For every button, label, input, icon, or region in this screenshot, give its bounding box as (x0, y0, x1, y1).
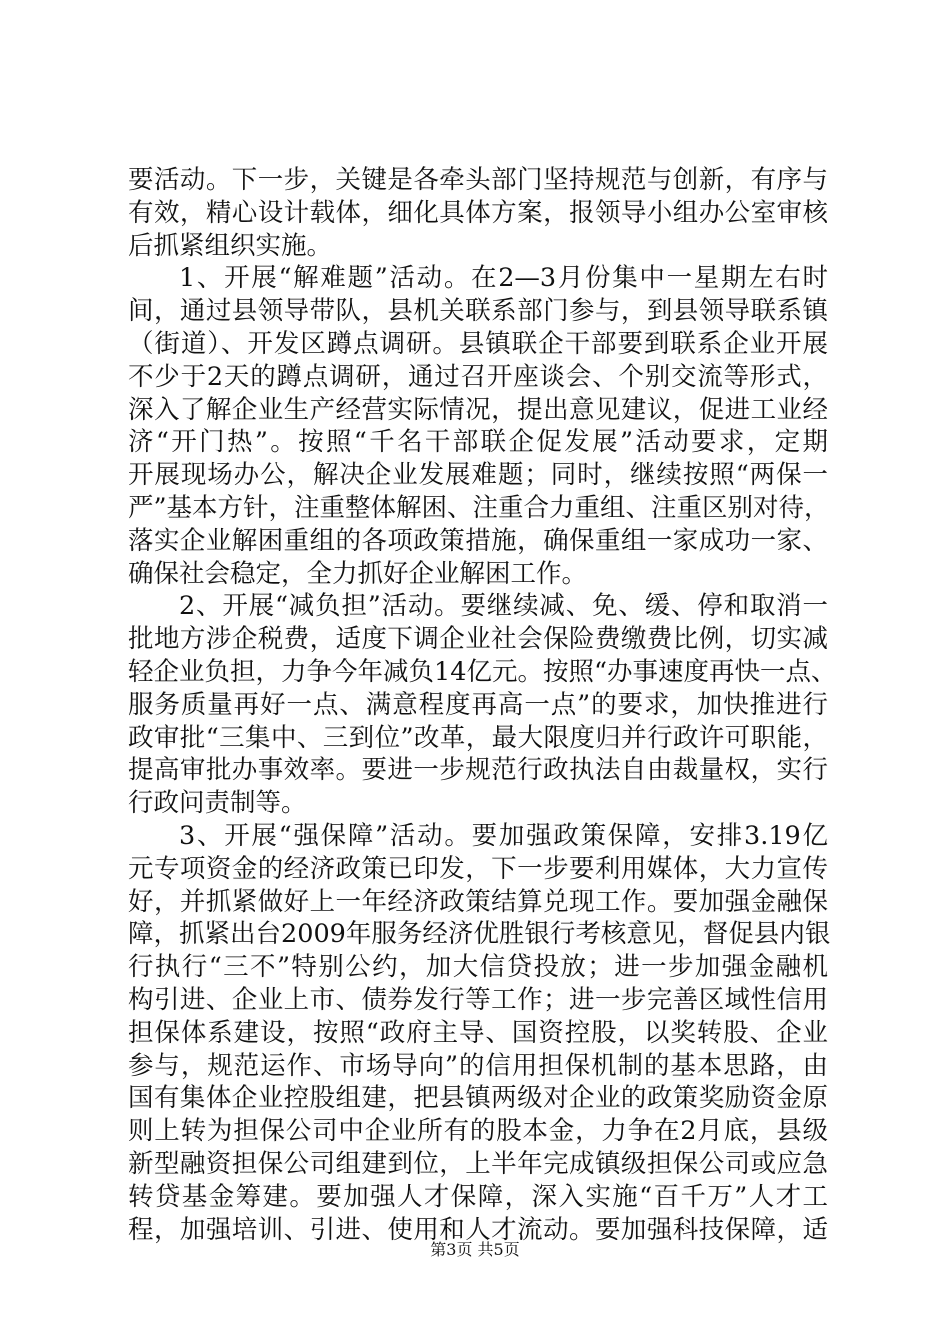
paragraph-start-line: 1、开展“解难题”活动。在2—3月份集中一星期左右时 (179, 263, 828, 294)
text-line: （街道）、开发区蹲点调研。县镇联企干部要到联系企业开展 (128, 328, 828, 359)
text-line: 落实企业解困重组的各项政策措施，确保重组一家成功一家、 (128, 525, 828, 556)
paragraph-start-line: 3、开展“强保障”活动。要加强政策保障，安排3.19亿 (179, 820, 828, 851)
text-line: 行执行“三不”特别公约，加大信贷投放；进一步加强金融机 (128, 952, 828, 983)
text-line: 参与，规范运作、市场导向”的信用担保机制的基本思路，由 (128, 1050, 828, 1081)
text-line: 有效，精心设计载体，细化具体方案，报领导小组办公室审核 (128, 197, 828, 228)
text-line: 济“开门热”。按照“千名干部联企促发展”活动要求，定期 (128, 427, 828, 458)
paragraph-start-line: 2、开展“减负担”活动。要继续减、免、缓、停和取消一 (179, 591, 828, 622)
text-line: 元专项资金的经济政策已印发，下一步要利用媒体，大力宣传 (128, 853, 828, 884)
text-line: 构引进、企业上市、债券发行等工作；进一步完善区域性信用 (128, 984, 828, 1015)
text-line: 批地方涉企税费，适度下调企业社会保险费缴费比例，切实减 (128, 624, 828, 655)
text-line: 则上转为担保公司中企业所有的股本金，力争在2月底，县级 (128, 1116, 828, 1147)
text-line: 障，抓紧出台2009年服务经济优胜银行考核意见，督促县内银 (128, 919, 831, 950)
text-line: 担保体系建设，按照“政府主导、国资控股，以奖转股、企业 (128, 1017, 828, 1048)
document-body (128, 164, 837, 1246)
text-line: 间，通过县领导带队，县机关联系部门参与，到县领导联系镇 (128, 296, 828, 327)
text-line: 不少于2天的蹲点调研，通过召开座谈会、个别交流等形式， (128, 361, 828, 392)
text-line: 开展现场办公，解决企业发展难题；同时，继续按照“两保一 (128, 460, 828, 491)
text-line: 深入了解企业生产经营实际情况，提出意见建议，促进工业经 (128, 394, 828, 425)
text-line: 转贷基金筹建。要加强人才保障，深入实施“百千万”人才工 (128, 1181, 828, 1212)
text-line: 服务质量再好一点、满意程度再高一点”的要求，加快推进行 (128, 689, 828, 720)
text-line: 提高审批办事效率。要进一步规范行政执法自由裁量权，实行 (128, 755, 828, 786)
text-line: 要活动。下一步，关键是各牵头部门坚持规范与创新，有序与 (128, 165, 828, 195)
text-line: 行政问责制等。 (128, 788, 307, 819)
page-number-footer: 第3页 共5页 (430, 1240, 520, 1259)
text-line: 好，并抓紧做好上一年经济政策结算兑现工作。要加强金融保 (128, 886, 828, 917)
text-line: 政审批“三集中、三到位”改革，最大限度归并行政许可职能， (128, 722, 828, 753)
text-line: 新型融资担保公司组建到位，上半年完成镇级担保公司或应急 (128, 1148, 828, 1179)
text-line: 国有集体企业控股组建，把县镇两级对企业的政策奖励资金原 (128, 1083, 828, 1114)
text-line: 轻企业负担，力争今年减负14亿元。按照“办事速度再快一点、 (128, 656, 837, 687)
text-line: 后抓紧组织实施。 (128, 230, 333, 261)
text-line: 程，加强培训、引进、使用和人才流动。要加强科技保障，适 (128, 1214, 828, 1245)
text-line: 严”基本方针，注重整体解困、注重合力重组、注重区别对待， (128, 492, 830, 523)
text-line: 确保社会稳定，全力抓好企业解困工作。 (128, 558, 588, 589)
